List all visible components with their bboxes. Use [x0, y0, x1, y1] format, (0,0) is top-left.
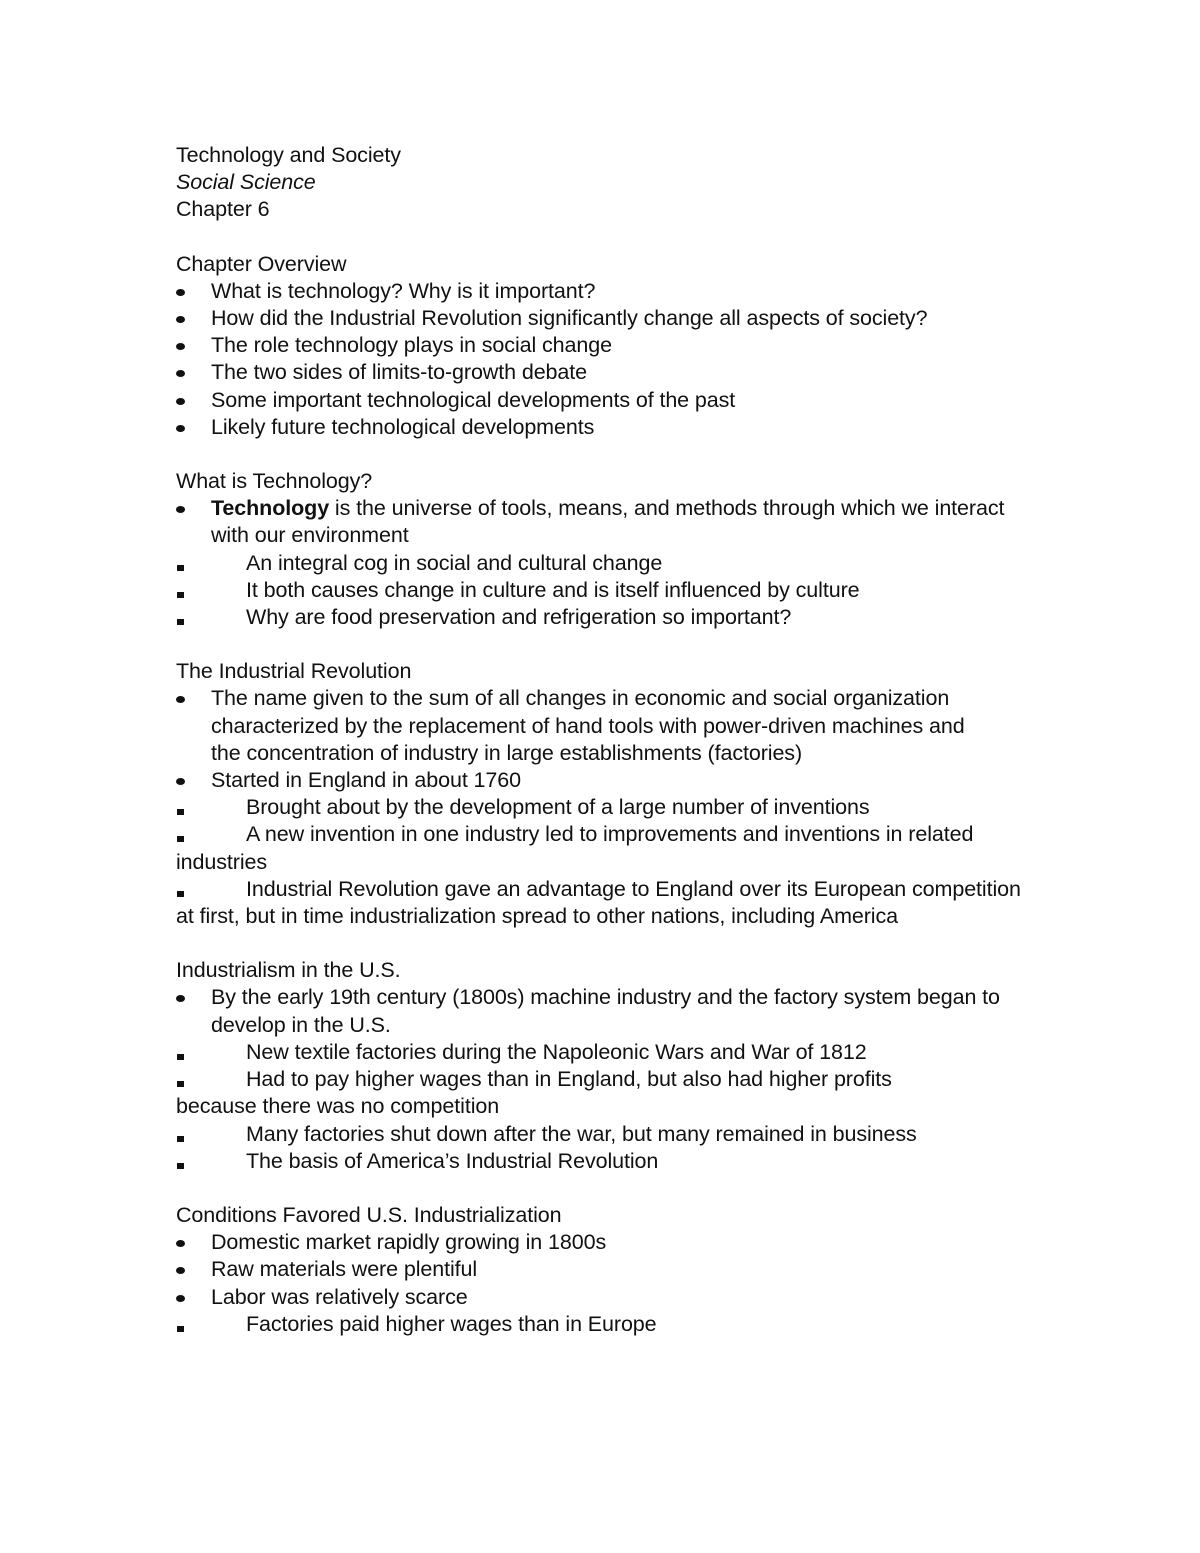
sub-list-item: Had to pay higher wages than in England, but also had higher profits because there was no competition: [176, 1066, 976, 1120]
chapter-label: Chapter 6: [176, 197, 270, 222]
list-item: What is technology? Why is it important?: [176, 278, 1026, 305]
sub-list-item: Factories paid higher wages than in Europe: [176, 1311, 1026, 1338]
list-item: Raw materials were plentiful: [176, 1256, 1026, 1283]
list-item: The two sides of limits-to-growth debate: [176, 359, 1026, 386]
sub-list-item: An integral cog in social and cultural change: [176, 550, 1026, 577]
list-item: Likely future technological developments: [176, 414, 1026, 441]
term-technology: Technology: [211, 496, 330, 521]
sub-list-item: Many factories shut down after the war, but many remained in business: [176, 1121, 1026, 1148]
list-item: The name given to the sum of all changes in economic and social organization characterized by the replacement of hand tools with power-driven machines and the concentration of industry in large establishments (factories): [176, 685, 991, 767]
sub-list-item: Why are food preservation and refrigeration so important?: [176, 604, 1026, 631]
sub-list-item: Brought about by the development of a large number of inventions: [176, 794, 1026, 821]
list-item: The role technology plays in social change: [176, 332, 1026, 359]
list-item: Some important technological developments of the past: [176, 387, 1026, 414]
section-heading-overview: Chapter Overview: [176, 251, 347, 276]
section-heading-us-industrialism: Industrialism in the U.S.: [176, 958, 401, 983]
section-heading-industrial-revolution: The Industrial Revolution: [176, 659, 412, 684]
list-item: Labor was relatively scarce: [176, 1284, 1026, 1311]
definition-text: is the universe of tools, means, and methods through which we interact with our environment: [211, 496, 1005, 548]
sub-list-item: New textile factories during the Napoleonic Wars and War of 1812: [176, 1039, 1026, 1066]
sub-list-item: The basis of America’s Industrial Revolution: [176, 1148, 1026, 1175]
document-title: Technology and Society: [176, 143, 401, 167]
document-page: [176, 142, 1026, 1338]
section-heading-conditions: Conditions Favored U.S. Industrialization: [176, 1202, 562, 1227]
sub-list-item: It both causes change in culture and is itself influenced by culture: [176, 577, 1026, 604]
sub-list-item: Industrial Revolution gave an advantage to England over its European competition at first, but in time industrialization spread to other nations, including America: [176, 876, 1021, 930]
list-item: [176, 495, 1031, 549]
list-item: Domestic market rapidly growing in 1800s: [176, 1229, 1026, 1256]
section-heading-what-is-technology: What is Technology?: [176, 469, 373, 494]
list-item: Started in England in about 1760: [176, 767, 1026, 794]
list-item: By the early 19th century (1800s) machine industry and the factory system began to develop in the U.S.: [176, 984, 1031, 1038]
document-subject: Social Science: [176, 170, 316, 195]
sub-list-item: A new invention in one industry led to improvements and inventions in related industries: [176, 821, 986, 875]
list-item: How did the Industrial Revolution significantly change all aspects of society?: [176, 305, 1026, 332]
